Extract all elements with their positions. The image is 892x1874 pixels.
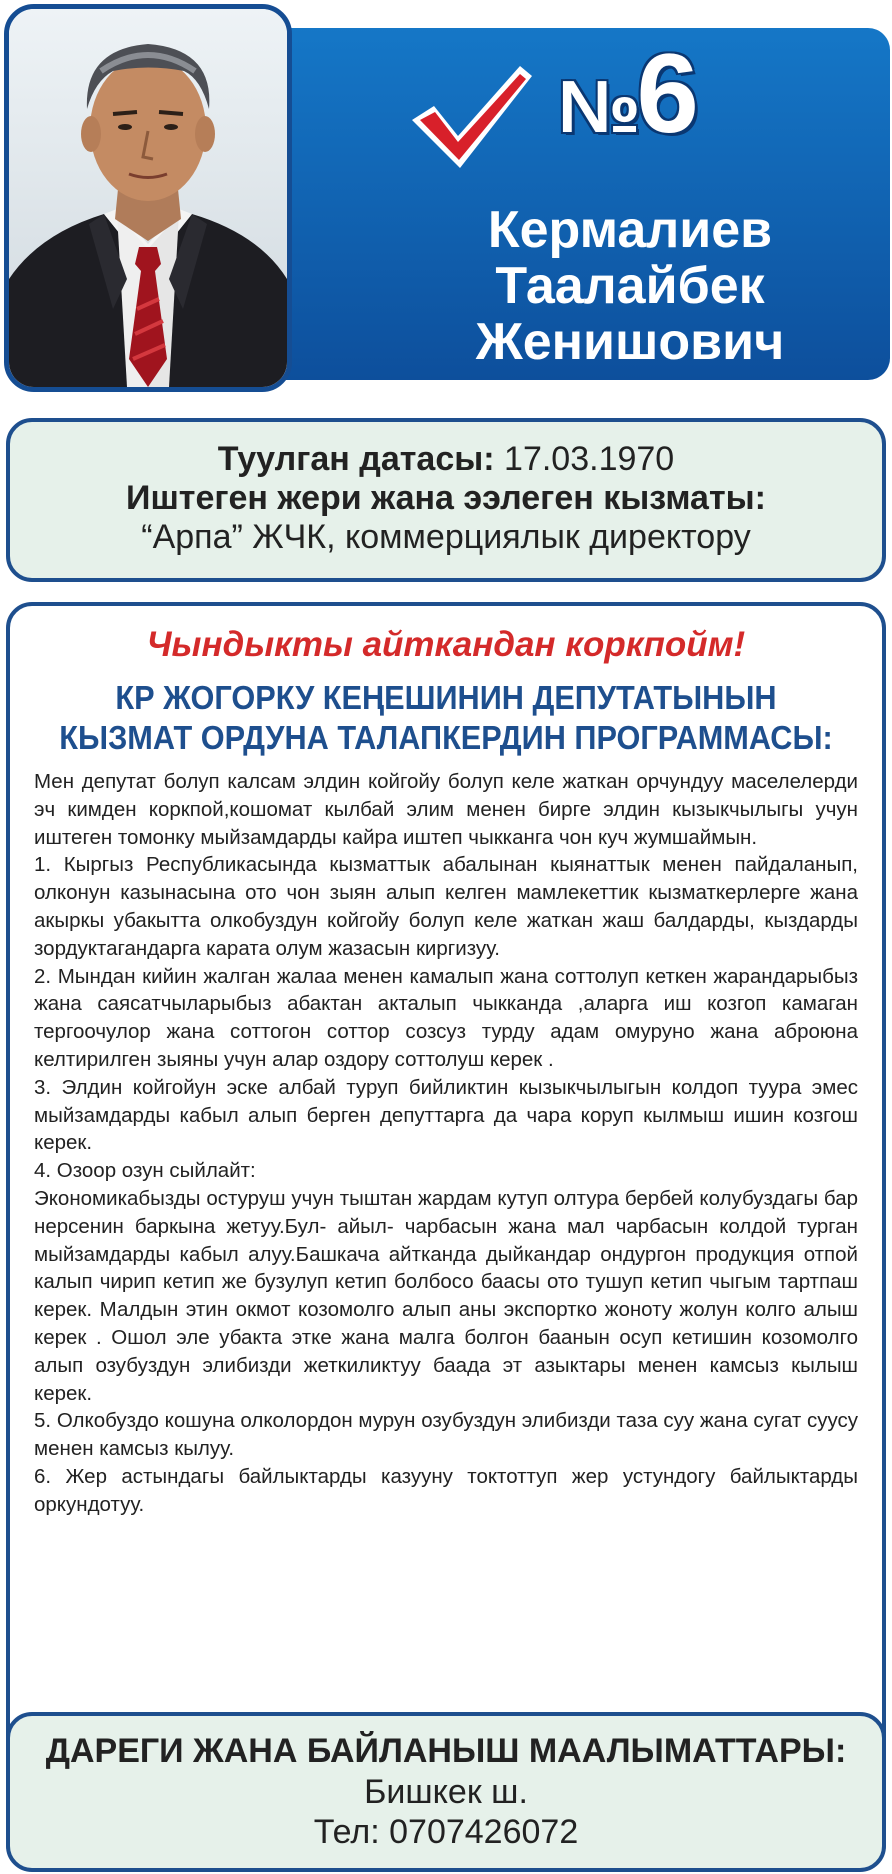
program-paragraph: 2. Мындан кийин жалган жалаа менен камалып жана соттолуп кеткен жарандарыбыз жана саясатчыларыбыз абактан акталып чыкканда ,аларга иш козгоп камаган тергоочулор жана соттогон соттор созсуз турду адам омуруно жана аброюна келтирилген зыяны учун алар оздору соттолуш керек . — [34, 964, 858, 1071]
contact-phone: Тел: 0707426072 — [313, 1813, 579, 1851]
program-paragraph: 3. Элдин койгойун эске албай туруп бийликтин кызыкчылыгын колдоп туура эмес мыйзамдарды кабыл алып берген депуттарга да чара коруп кылмыш ишин козгош керек. — [34, 1075, 858, 1155]
program-paragraph: 1. Кыргыз Республикасында кызматтык абалынан кыянаттык менен пайдаланып, олконун казынасына ото чон зыян алып келген мамлекеттик кызматкерлерге жана акыркы убакытта олкобуздун койгойу болуп келе жаткан жаш балдарды, кыздарды зордуктагандарга карата олум жазасын киргизуу. — [34, 853, 858, 960]
candidate-name — [390, 202, 870, 370]
check-mark-icon — [408, 60, 536, 172]
candidate-patronymic: Женишович — [475, 313, 785, 371]
program-paragraph: 4. Озоор озун сыйлайт: — [34, 1159, 256, 1183]
candidate-portrait-image — [9, 9, 287, 387]
program-box — [6, 602, 886, 1870]
candidate-surname: Кермалиев — [487, 201, 773, 259]
program-body — [34, 768, 858, 1519]
program-title — [10, 678, 882, 758]
workplace-label: Иштеген жери жана ээлеген кызматы: — [126, 479, 766, 517]
program-paragraph: 5. Олкобуздо кошуна олколордон мурун озубуздун элибизди таза суу жана сугат суусу менен камсыз кылуу. — [34, 1409, 858, 1461]
birth-date-value: 17.03.1970 — [504, 440, 675, 478]
contacts-box — [6, 1712, 886, 1872]
contacts-title: ДАРЕГИ ЖАНА БАЙЛАНЫШ МААЛЫМАТТАРЫ: — [45, 1732, 847, 1770]
birth-date-line — [10, 440, 882, 479]
program-paragraph: 6. Жер астындагы байлыктарды казууну токтоттуп жер устундогу байлыктарды оркундотуу. — [34, 1464, 858, 1516]
birth-date-label: Туулган датасы: — [217, 440, 495, 478]
contact-city: Бишкек ш. — [364, 1773, 528, 1811]
workplace-value: “Арпа” ЖЧК, коммерциялык директору — [141, 518, 751, 556]
personal-info-box — [6, 418, 886, 582]
program-paragraph: Мен депутат болуп калсам элдин койгойу болуп келе жаткан орчундуу маселелерди эч кимден коркпой,кошомат кылбай элим менен бирге элдин кызыкчылыгы учун иштеген томонку мыйзамдарды кайра иштеп чыкканга чон куч жумшаймын. — [34, 770, 858, 849]
candidate-given-name: Таалайбек — [495, 257, 765, 315]
candidate-number: №6 — [558, 31, 696, 156]
program-paragraph: Экономикабызды остуруш учун тыштан жардам кутуп олтура бербей колубуздагы бар нерсенин баркына жетуу.Бул- айыл- чарбасын жана мал чарбасын колдой турган мыйзамдарды кабыл алуу.Башкача айтканда дыйкандар ондургон продукция отпой калып чирип кетип же бузулуп кетип болбосо баасы ото тушуп кетип чыгым тартпаш керек. Малдын этин окмот козомолго алып аны экспортко жоноту жолун колго алыш керек . Ошол эле убакта этке жана малга болгон баанын осуп кетишин козомолго алып озубуздун элибизди жеткиликтуу баада эт азыктары менен камсыз кылыш керек. — [34, 1186, 858, 1405]
slogan: Чындыкты айткандан коркпойм! — [146, 625, 746, 664]
program-title-line: КР ЖОГОРКУ КЕҢЕШИНИН ДЕПУТАТЫНЫН — [115, 679, 777, 716]
program-title-line: КЫЗМАТ ОРДУНА ТАЛАПКЕРДИН ПРОГРАММАСЫ: — [59, 719, 833, 756]
candidate-photo — [4, 4, 292, 392]
